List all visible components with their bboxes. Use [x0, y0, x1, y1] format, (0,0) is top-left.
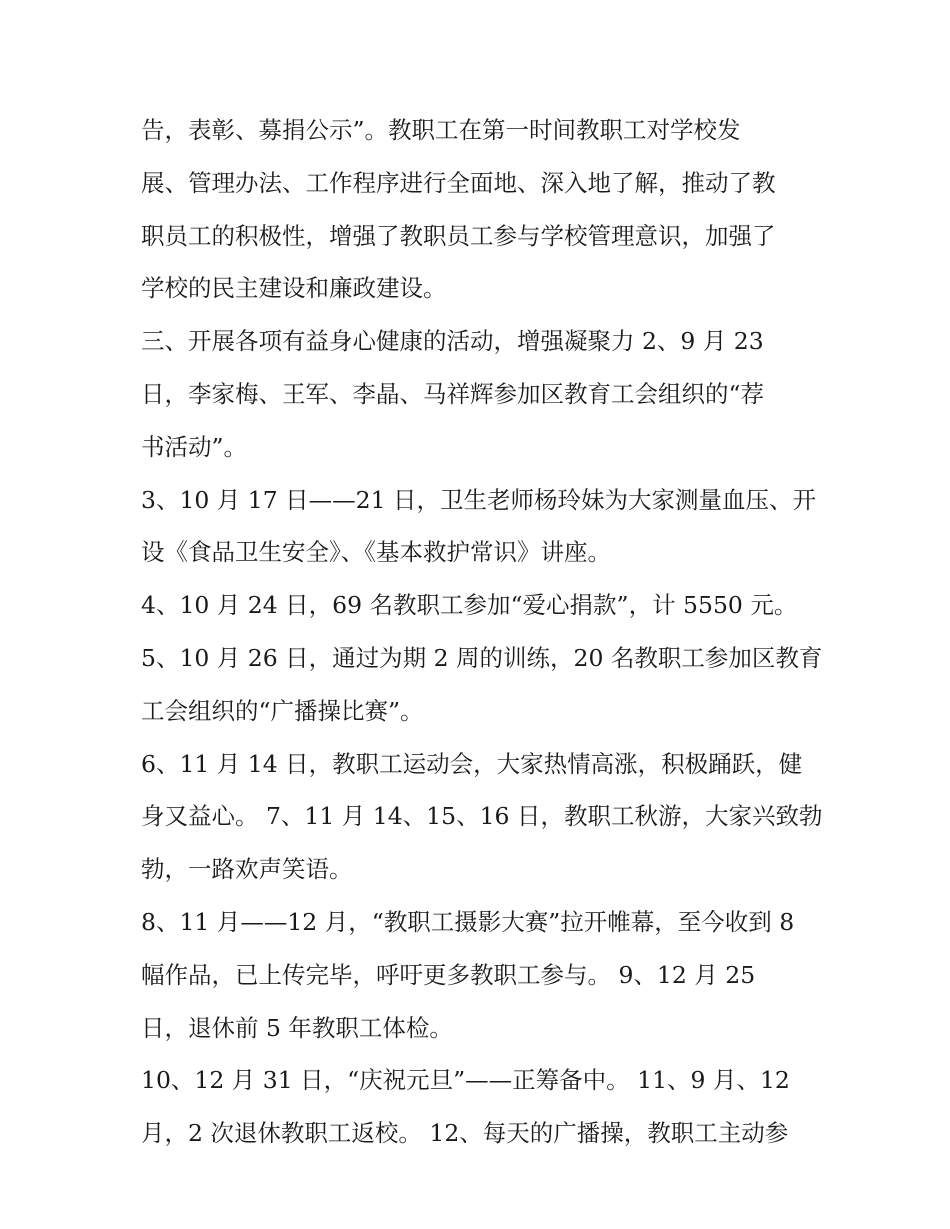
text-line: 三、开展各项有益身心健康的活动，增强凝聚力 2、9 月 23 [141, 327, 764, 356]
text-line: 幅作品，已上传完毕，呼吁更多教职工参与。 9、12 月 25 [141, 960, 756, 989]
text-line: 学校的民主建设和廉政建设。 [141, 274, 447, 303]
text-line: 告，表彰、募捐公示”。教职工在第一时间教职工对学校发 [141, 116, 741, 144]
text-line: 日，退休前 5 年教职工体检。 [141, 1013, 453, 1042]
text-line: 3、10 月 17 日——21 日，卫生老师杨玲妹为大家测量血压、开 [141, 485, 817, 514]
text-line: 职员工的积极性，增强了教职员工参与学校管理意识，加强了 [141, 221, 776, 250]
text-line: 工会组织的“广播操比赛”。 [141, 696, 424, 725]
text-line: 展、管理办法、工作程序进行全面地、深入地了解，推动了教 [141, 168, 776, 197]
text-line: 书活动”。 [141, 432, 248, 461]
text-line: 月，2 次退休教职工返校。 12、每天的广播操，教职工主动参 [141, 1119, 789, 1148]
text-line: 日，李家梅、王军、李晶、马祥辉参加区教育工会组织的“荐 [141, 379, 765, 408]
text-line: 8、11 月——12 月，“教职工摄影大赛”拉开帷幕，至今收到 8 [141, 907, 795, 936]
text-line: 身又益心。 7、11 月 14、15、16 日，教职工秋游，大家兴致勃 [141, 802, 823, 831]
text-line: 5、10 月 26 日，通过为期 2 周的训练，20 名教职工参加区教育 [141, 643, 823, 672]
text-line: 6、11 月 14 日，教职工运动会，大家热情高涨，积极踊跃，健 [141, 749, 803, 778]
text-line: 勃，一路欢声笑语。 [141, 855, 353, 884]
text-line: 4、10 月 24 日，69 名教职工参加“爱心捐款”，计 5550 元。 [141, 591, 798, 620]
body-text [141, 110, 821, 1166]
text-line: 设《食品卫生安全》、《基本救护常识》讲座。 [141, 538, 611, 567]
text-line: 10、12 月 31 日，“庆祝元旦”——正筹备中。 11、9 月、12 [141, 1066, 790, 1095]
